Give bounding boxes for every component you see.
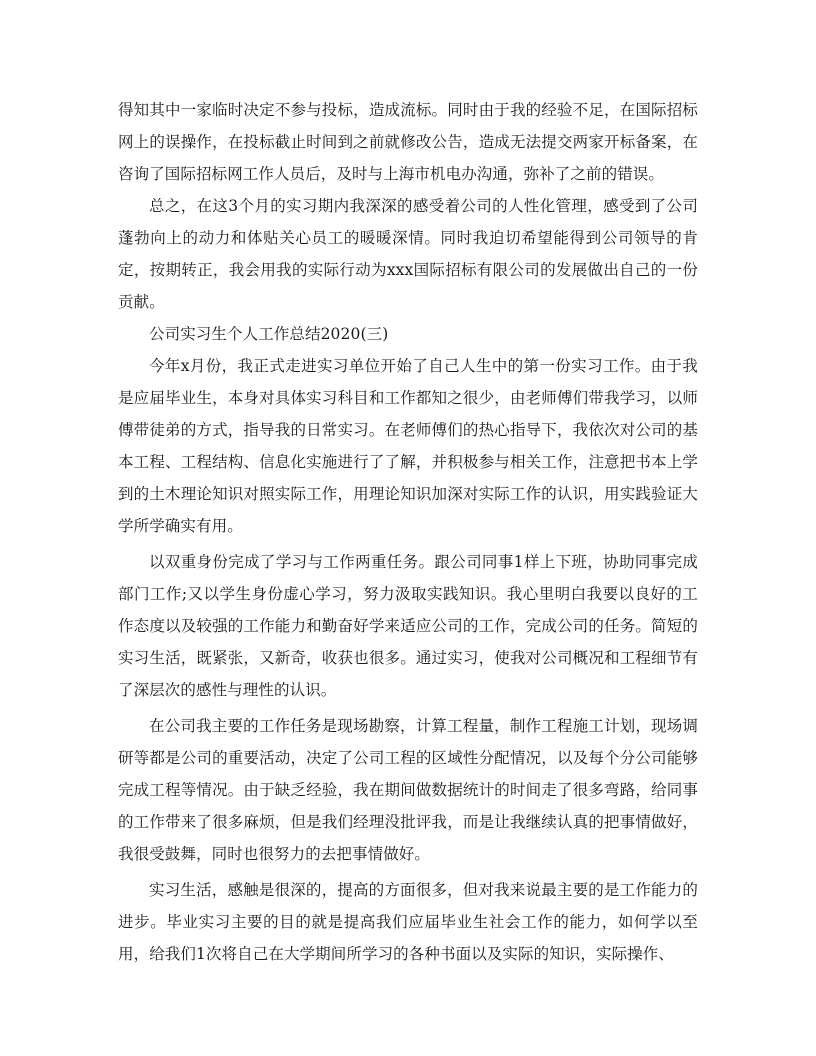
- section-heading: 公司实习生个人工作总结2020(三): [149, 325, 389, 343]
- paragraph-reflection: 实习生活，感触是很深的，提高的方面很多，但对我来说最主要的是工作能力的进步。毕业实习主要的目的就是提高我们应届毕业生社会工作的能力，如何学以至用，给我们1次将自己在大学期间所学习的各种书面以及实际的知识，实际操作、: [118, 881, 698, 963]
- document-body: [118, 94, 698, 970]
- paragraph-conclusion: 总之，在这3个月的实习期内我深深的感受着公司的人性化管理，感受到了公司蓬勃向上的动力和体贴关心员工的暖暖深情。同时我迫切希望能得到公司领导的肯定，按期转正，我会用我的实际行动为xxx国际招标有限公司的发展做出自己的一份贡献。: [118, 197, 698, 311]
- paragraph-dual-role: 以双重身份完成了学习与工作两重任务。跟公司同事1样上下班，协助同事完成部门工作;又以学生身份虚心学习，努力汲取实践知识。我心里明白我要以良好的工作态度以及较强的工作能力和勤奋好学来适应公司的工作，完成公司的任务。简短的实习生活，既紧张，又新奇，收获也很多。通过实习，使我对公司概况和工程细节有了深层次的感性与理性的认识。: [118, 553, 698, 699]
- paragraph-main-tasks: 在公司我主要的工作任务是现场勘察，计算工程量，制作工程施工计划，现场调研等都是公司的重要活动，决定了公司工程的区域性分配情况，以及每个分公司能够完成工程等情况。由于缺乏经验，我在期间做数据统计的时间走了很多弯路，给同事的工作带来了很多麻烦，但是我们经理没批评我，而是让我继续认真的把事情做好，我很受鼓舞，同时也很努力的去把事情做好。: [118, 717, 698, 863]
- paragraph-continuation: 得知其中一家临时决定不参与投标，造成流标。同时由于我的经验不足，在国际招标网上的误操作，在投标截止时间到之前就修改公告，造成无法提交两家开标备案，在咨询了国际招标网工作人员后，及时与上海市机电办沟通，弥补了之前的错误。: [118, 101, 698, 183]
- paragraph-intro: 今年x月份，我正式走进实习单位开始了自己人生中的第一份实习工作。由于我是应届毕业生，本身对具体实习科目和工作都知之很少，由老师傅们带我学习，以师傅带徒弟的方式，指导我的日常实习。在老师傅们的热心指导下，我依次对公司的基本工程、工程结构、信息化实施进行了了解，并积极参与相关工作，注意把书本上学到的土木理论知识对照实际工作，用理论知识加深对实际工作的认识，用实践验证大学所学确实有用。: [118, 357, 698, 535]
